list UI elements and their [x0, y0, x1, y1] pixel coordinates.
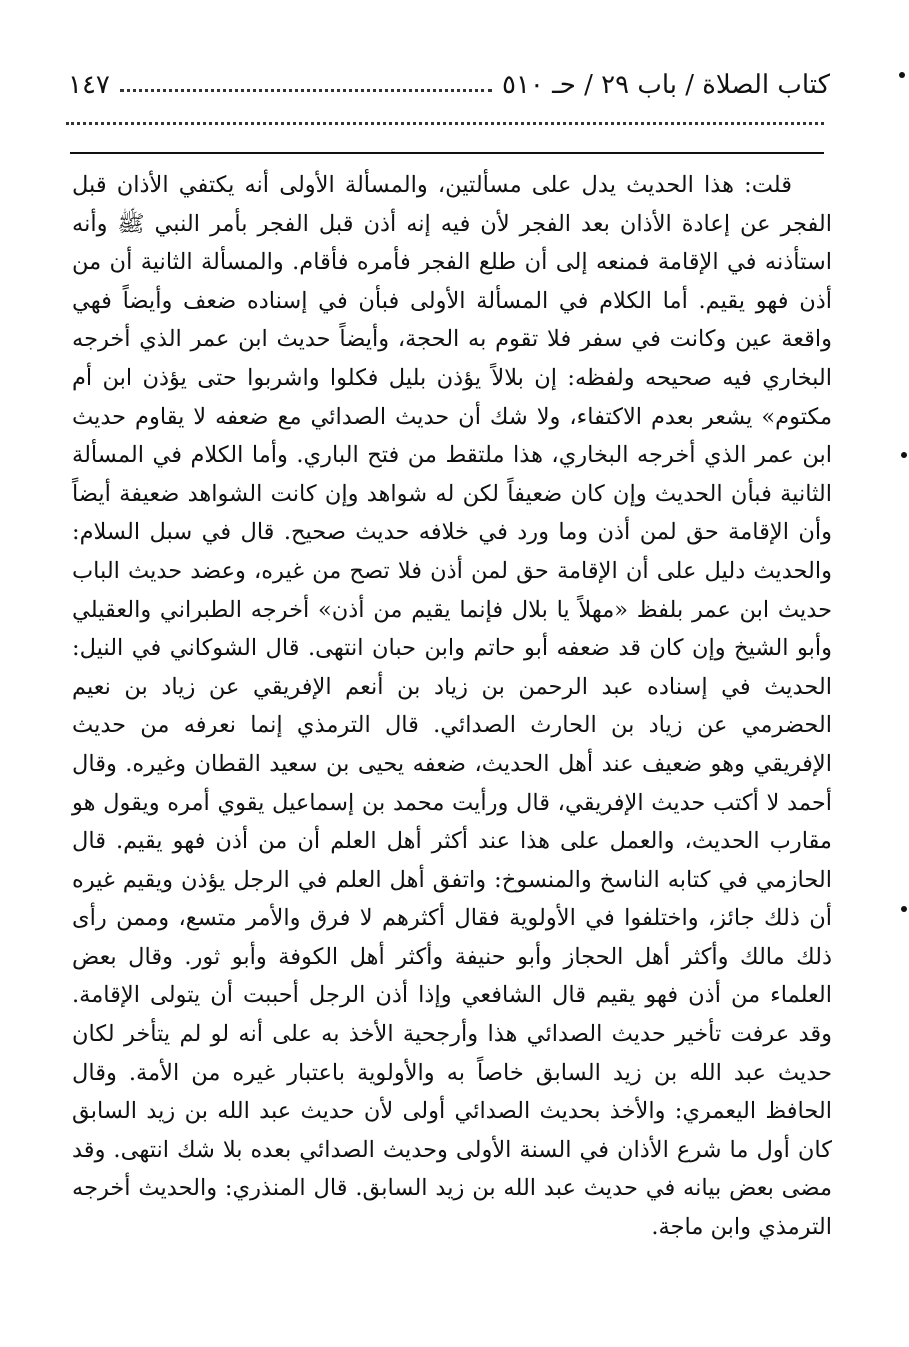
body-paragraph: قلت: هذا الحديث يدل على مسألتين، والمسألة الأولى أنه يكتفي الأذان قبل الفجر عن إعادة الأذان بعد الفجر لأن فيه إنه أذن قبل الفجر بأمر النبي ﷺ وأنه استأذنه في الإقامة فمنعه إلى أن طلع الفجر فأمره فأقام. والمسألة الثانية أن من أذن فهو يقيم. أما الكلام في المسألة الأولى فبأن في إسناده ضعف وأيضاً فهي واقعة عين وكانت في سفر فلا تقوم به الحجة، وأيضاً حديث ابن عمر الذي أخرجه البخاري فيه صحيحه ولفظه: إن بلالاً يؤذن بليل فكلوا واشربوا حتى يؤذن ابن أم مكتوم» يشعر بعدم الاكتفاء، ولا شك أن حديث الصدائي مع ضعفه لا يقاوم حديث ابن عمر الذي أخرجه البخاري، هذا ملتقط من فتح الباري. وأما الكلام في المسألة الثانية فبأن الحديث وإن كان ضعيفاً لكن له شواهد وإن كانت الشواهد ضعيفة أيضاً وأن الإقامة حق لمن أذن وما ورد في خلافه حديث صحيح. قال في سبل السلام: والحديث دليل على أن الإقامة حق لمن أذن فلا تصح من غيره، وعضد حديث الباب حديث ابن عمر بلفظ «مهلاً يا بلال فإنما يقيم من أذن» أخرجه الطبراني والعقيلي وأبو الشيخ وإن كان قد ضعفه أبو حاتم وابن حبان انتهى. قال الشوكاني في النيل: الحديث في إسناده عبد الرحمن بن زياد بن أنعم الإفريقي عن زياد بن نعيم الحضرمي عن زياد بن الحارث الصدائي. قال الترمذي إنما نعرفه من حديث الإفريقي وهو ضعيف عند أهل الحديث، ضعفه يحيى بن سعيد القطان وغيره. وقال أحمد لا أكتب حديث الإفريقي، قال ورأيت محمد بن إسماعيل يقوي أمره ويقول هو مقارب الحديث، والعمل على هذا عند أكثر أهل العلم أن من أذن فهو يقيم. قال الحازمي في كتابه الناسخ والمنسوخ: واتفق أهل العلم في الرجل يؤذن ويقيم غيره أن ذلك جائز، واختلفوا في الأولوية فقال أكثرهم لا فرق والأمر متسع، وممن رأى ذلك مالك وأكثر أهل الحجاز وأبو حنيفة وأكثر أهل الكوفة وأبو ثور. وقال بعض العلماء من أذن فهو يقيم قال الشافعي وإذا أذن الرجل أحببت أن يتولى الإقامة. وقد عرفت تأخير حديث الصدائي هذا وأرجحية الأخذ به على أنه لو لم يتأخر لكان حديث عبد الله بن زيد السابق خاصاً به والأولوية باعتبار غيره من الأمة. وقال الحافظ اليعمري: والأخذ بحديث الصدائي أولى لأن حديث عبد الله بن زيد السابق كان أول ما شرع الأذان في السنة الأولى وحديث الصدائي بعده بلا شك انتهى. وقد مضى بعض بيانه في حديث عبد الله بن زيد السابق. قال المنذري: والحديث أخرجه الترمذي وابن ماجة. — [72, 172, 832, 1241]
margin-mark-bottom — [901, 906, 907, 912]
header-dot-leader — [120, 89, 492, 92]
dotted-separator — [66, 122, 824, 125]
header-title: كتاب الصلاة / باب ٢٩ / حـ ٥١٠ — [502, 70, 830, 100]
running-header — [68, 58, 830, 98]
margin-mark-middle — [901, 452, 907, 458]
margin-mark-top — [899, 72, 905, 78]
page-number: ١٤٧ — [68, 70, 110, 100]
body-text — [72, 166, 832, 1247]
header-rule — [70, 152, 824, 154]
